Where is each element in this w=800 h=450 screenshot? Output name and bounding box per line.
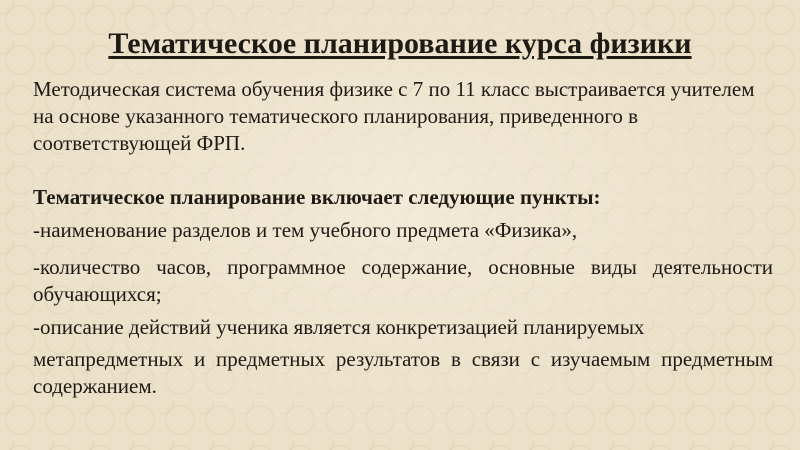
intro-paragraph: Методическая система обучения физике с 7 по 11 класс выстраивается учителем на основе указанного тематического планирования, приведенного в соответствующей ФРП. xyxy=(33,77,755,155)
list-item-hours: -количество часов, программное содержание, основные виды деятельности обучающихся; xyxy=(33,255,773,306)
list-heading: Тематическое планирование включает следующие пункты: xyxy=(33,185,601,209)
slide-title: Тематическое планирование курса физики xyxy=(108,27,692,60)
list-item-actions: -описание действий ученика является конкретизацией планируемых xyxy=(33,315,645,339)
list-item-results: метапредметных и предметных результатов в связи с изучаемым предметным содержанием. xyxy=(33,347,773,398)
list-item-sections: -наименование разделов и тем учебного предмета «Физика», xyxy=(33,218,578,242)
